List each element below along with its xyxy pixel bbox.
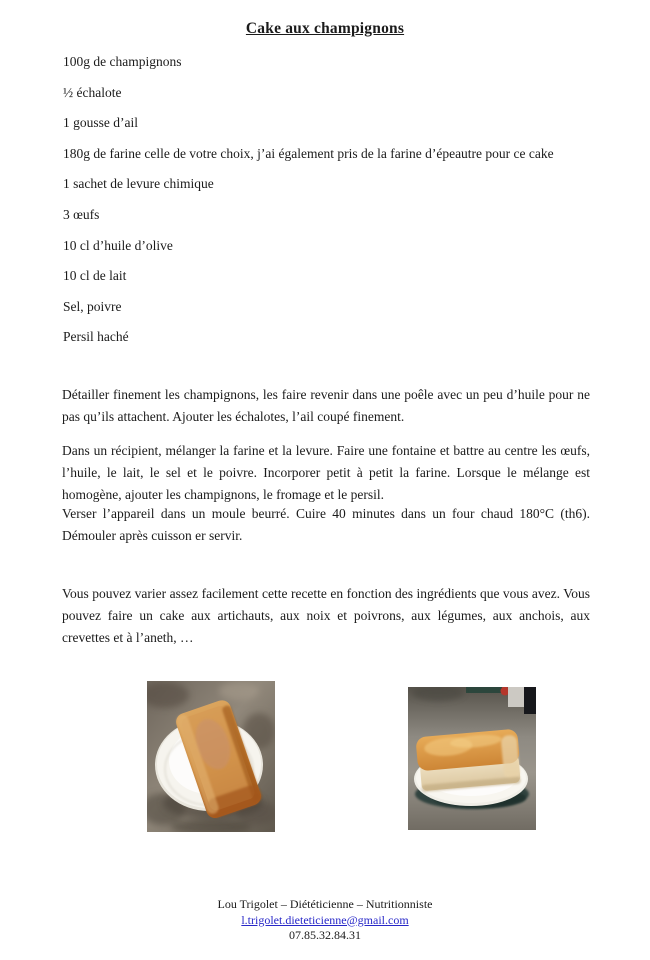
ingredients-list — [63, 47, 608, 353]
cake-photo-diagonal — [147, 681, 275, 832]
instruction-paragraph: Détailler finement les champignons, les faire revenir dans une poêle avec un peu d’huile pour ne pas qu’ils attachent. Ajouter les échalotes, l’ail coupé finement. — [62, 387, 590, 424]
variation-paragraph: Vous pouvez varier assez facilement cette recette en fonction des ingrédients que vous avez. Vous pouvez faire un cake aux artichauts, aux noix et poivrons, aux légumes, aux anchois, aux crevettes et à l’aneth, … — [62, 586, 590, 645]
ingredient-line: 180g de farine celle de votre choix, j’ai également pris de la farine d’épeautre pour ce cake — [63, 145, 554, 161]
ingredient-line: 10 cl d’huile d’olive — [63, 237, 173, 253]
ingredient-line: Persil haché — [63, 329, 129, 345]
ingredient-line: 1 sachet de levure chimique — [63, 176, 214, 192]
cake-loaf — [415, 729, 521, 793]
footer-email-line — [0, 913, 650, 929]
footer-phone: 07.85.32.84.31 — [289, 928, 361, 943]
ingredient-line: Sel, poivre — [63, 298, 122, 314]
ingredient-line: 3 œufs — [63, 206, 100, 222]
ingredient-line: 1 gousse d’ail — [63, 115, 138, 131]
footer-email-link[interactable]: l.trigolet.dieteticienne@gmail.com — [241, 912, 409, 927]
instruction-paragraph: Dans un récipient, mélanger la farine et la levure. Faire une fontaine et battre au centre les œufs, l’huile, le lait, le sel et le poivre. Incorporer petit à petit la farine. Lorsque le mélange est homogène, ajouter les champignons, le fromage et le persil. — [62, 443, 590, 502]
page-title: Cake aux champignons — [245, 20, 405, 37]
cake-photo-horizontal — [408, 687, 536, 830]
ingredient-line: ½ échalote — [63, 84, 122, 100]
ingredient-line: 100g de champignons — [63, 54, 182, 69]
instruction-paragraph: Verser l’appareil dans un moule beurré. Cuire 40 minutes dans un four chaud 180°C (th6). Démouler après cuisson er servir. — [62, 506, 590, 543]
footer-name: Lou Trigolet – Diététicienne – Nutritionniste — [217, 897, 433, 911]
footer-contact-block — [0, 897, 650, 944]
ingredient-line: 10 cl de lait — [63, 268, 127, 284]
